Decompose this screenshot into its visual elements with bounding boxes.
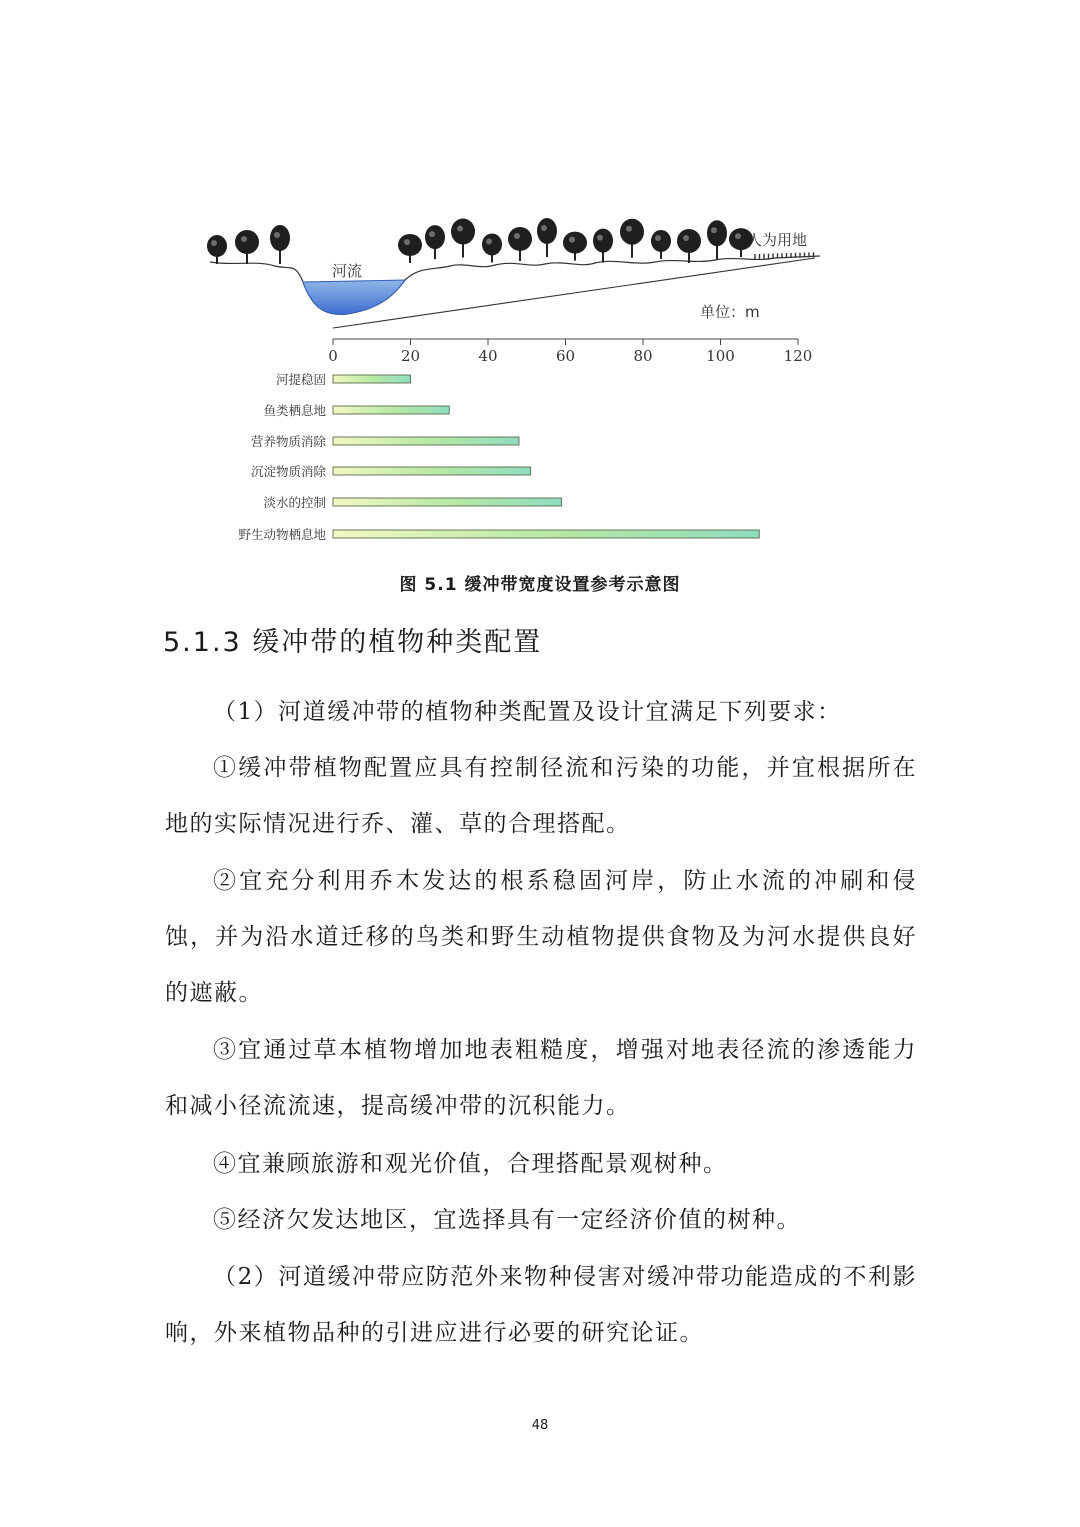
- page-number: 48: [531, 1418, 549, 1433]
- paragraph-item-2: ②宜充分利用乔木发达的根系稳固河岸，防止水流的冲刷和侵蚀，并为沿水道迁移的鸟类和野生动植物提供食物及为河水提供良好的遮蔽。: [165, 868, 917, 1006]
- buffer-width-chart: [195, 210, 835, 555]
- bar-category-label: 鱼类栖息地: [263, 403, 326, 418]
- bar-category-label: 淡水的控制: [263, 495, 326, 510]
- tree-icon: [537, 218, 557, 257]
- tree-icon: [482, 233, 502, 262]
- x-tick-label: 60: [555, 347, 576, 365]
- paragraph-item-1: ①缓冲带植物配置应具有控制径流和污染的功能，并宜根据所在地的实际情况进行乔、灌、草的合理搭配。: [165, 755, 917, 837]
- x-tick-label: 20: [400, 347, 421, 365]
- tree-icon: [398, 234, 422, 263]
- tree-row: [207, 218, 753, 264]
- x-tick-label: 0: [328, 347, 338, 365]
- river-water: [303, 280, 405, 314]
- paragraph-invasive-species: （2）河道缓冲带应防范外来物种侵害对缓冲带功能造成的不利影响，外来植物品种的引进应进行必要的研究论证。: [165, 1264, 917, 1346]
- tree-icon: [620, 219, 644, 258]
- bar: [333, 375, 411, 383]
- tree-icon: [651, 230, 671, 259]
- land-use-label: 人为用地: [747, 231, 808, 249]
- buffer-width-figure: [195, 210, 835, 555]
- bar-category-label: 河提稳固: [275, 372, 326, 387]
- bar-category-label: 野生动物栖息地: [238, 527, 326, 542]
- tree-icon: [707, 220, 727, 259]
- tree-icon: [425, 225, 445, 259]
- tree-icon: [451, 219, 475, 258]
- paragraph-item-5: ⑤经济欠发达地区，宜选择具有一定经济价值的树种。: [213, 1207, 801, 1233]
- paragraph-item-3: ③宜通过草本植物增加地表粗糙度，增强对地表径流的渗透能力和减小径流流速，提高缓冲带的沉积能力。: [165, 1037, 917, 1119]
- tree-icon: [235, 230, 259, 264]
- paragraph-requirements-intro: （1）河道缓冲带的植物种类配置及设计宜满足下列要求：: [213, 699, 842, 725]
- unit-label: 单位：m: [700, 303, 760, 321]
- bar: [333, 406, 449, 414]
- tree-icon: [593, 229, 613, 263]
- tree-icon: [270, 225, 290, 264]
- bar: [333, 437, 519, 445]
- tree-icon: [207, 235, 227, 264]
- x-axis-ticks: [328, 339, 812, 365]
- x-tick-label: 120: [783, 347, 813, 365]
- landscape-illustration: [207, 218, 820, 328]
- river-label: 河流: [332, 262, 363, 280]
- bar: [333, 530, 759, 538]
- bar: [333, 498, 562, 506]
- section-heading: 5.1.3 缓冲带的植物种类配置: [163, 627, 543, 658]
- bar: [333, 467, 531, 475]
- x-tick-label: 40: [478, 347, 498, 365]
- tree-icon: [508, 227, 532, 261]
- bar-category-label: 沉淀物质消除: [250, 464, 326, 479]
- paragraph-item-4: ④宜兼顾旅游和观光价值，合理搭配景观树种。: [213, 1151, 728, 1177]
- figure-caption: 图 5.1 缓冲带宽度设置参考示意图: [399, 575, 681, 595]
- bar-series: [238, 372, 759, 542]
- tree-icon: [563, 232, 587, 261]
- bar-category-label: 营养物质消除: [250, 434, 326, 449]
- x-tick-label: 80: [633, 347, 653, 365]
- x-tick-label: 100: [706, 347, 735, 365]
- tree-icon: [677, 229, 701, 263]
